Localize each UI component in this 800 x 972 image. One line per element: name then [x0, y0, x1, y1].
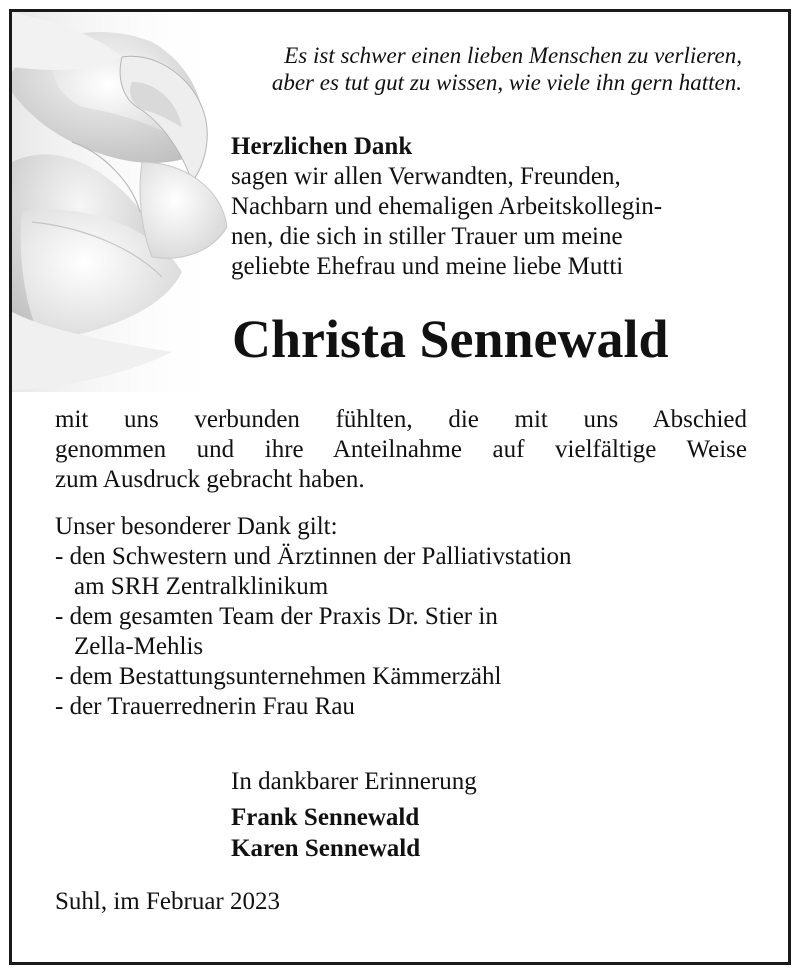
thanks-line: sagen wir allen Verwandten, Freunden,: [231, 163, 621, 190]
special-thanks-heading: Unser besonderer Dank gilt:: [55, 513, 338, 540]
signer-name: Frank Sennewald: [231, 804, 420, 831]
list-item: - dem Bestattungsunternehmen Kämmerzähl: [55, 663, 502, 690]
obituary-notice: [9, 9, 791, 965]
signer-name: Karen Sennewald: [231, 835, 421, 862]
signers: [231, 802, 420, 864]
list-item: - den Schwestern und Ärztinnen der Palliativstation: [55, 543, 572, 570]
thanks-text: [231, 162, 771, 282]
acknowledgement-paragraph: [55, 405, 747, 495]
thanks-title: Herzlichen Dank: [231, 133, 413, 160]
thanks-line: geliebte Ehefrau und meine liebe Mutti: [231, 253, 624, 280]
memory-line: In dankbarer Erinnerung: [231, 768, 477, 795]
quote-line: aber es tut gut zu wissen, wie viele ihn gern hatten.: [271, 70, 742, 95]
paragraph-line: mit uns verbunden fühlten, die mit uns Abschied: [55, 406, 747, 433]
list-item: - der Trauerrednerin Frau Rau: [55, 693, 355, 720]
memorial-quote: [172, 42, 742, 96]
special-thanks-list: [55, 542, 755, 722]
thanks-line: nen, die sich in stiller Trauer um meine: [231, 223, 623, 250]
deceased-name: Christa Sennewald: [232, 309, 669, 369]
list-item-continuation: am SRH Zentralklinikum: [74, 573, 329, 600]
thanks-line: Nachbarn und ehemaligen Arbeitskollegin-: [231, 193, 663, 220]
list-item: - dem gesamten Team der Praxis Dr. Stier in: [55, 603, 498, 630]
place-date: Suhl, im Februar 2023: [55, 888, 280, 915]
paragraph-line: zum Ausdruck gebracht haben.: [55, 466, 365, 493]
quote-line: Es ist schwer einen lieben Menschen zu verlieren,: [284, 43, 742, 68]
list-item-continuation: Zella-Mehlis: [74, 633, 204, 660]
paragraph-line: genommen und ihre Anteilnahme auf vielfältige Weise: [55, 436, 747, 463]
